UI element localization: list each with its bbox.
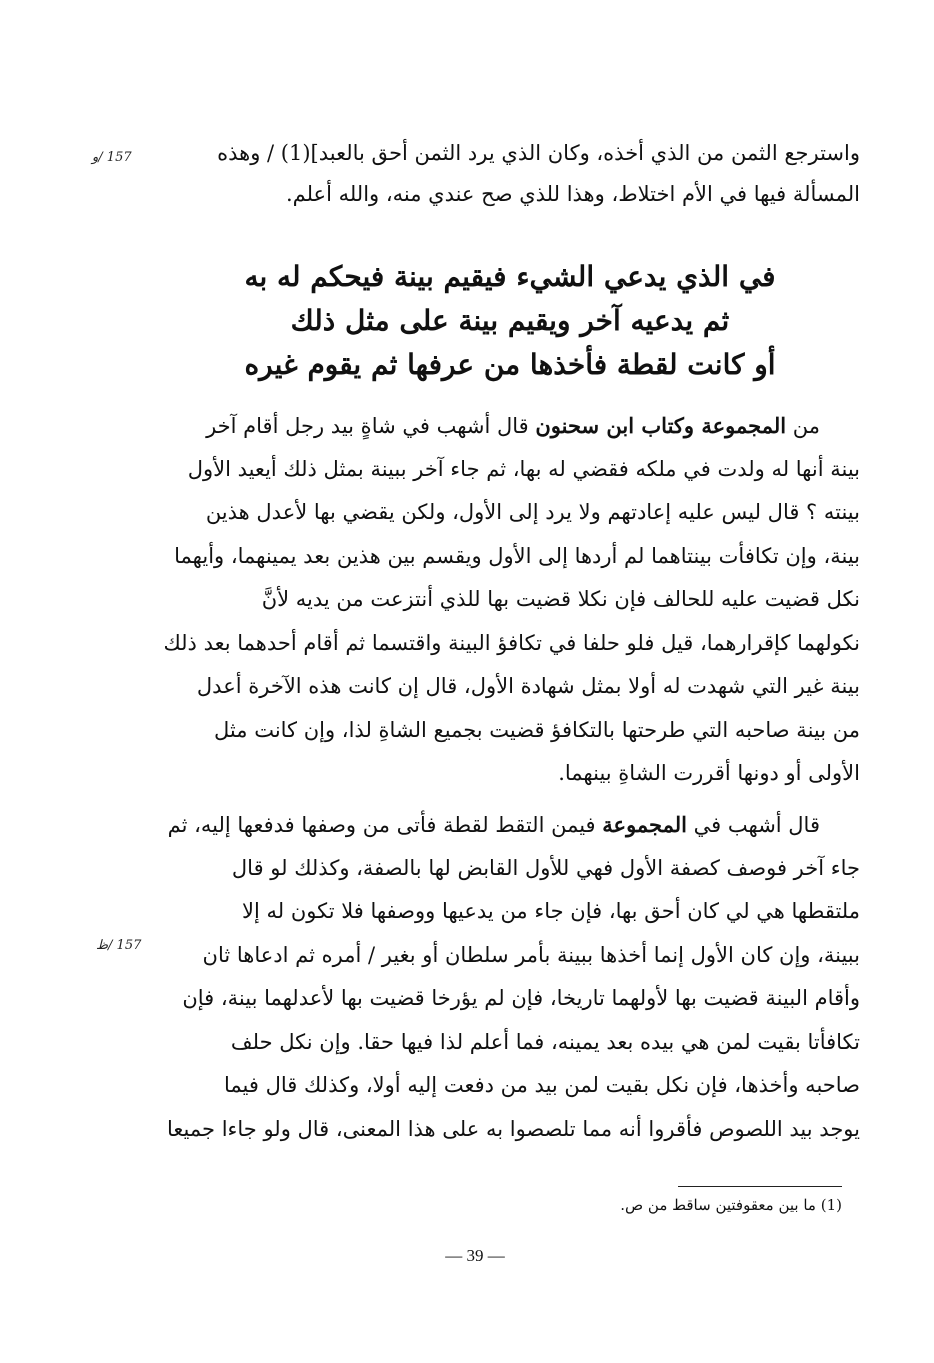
paragraph-line: نكل قضيت عليه للحالف فإن نكلا قضيت بها للذي أنتزعت من يديه لأنَّ [261, 587, 860, 611]
heading-line: في الذي يدعي الشيء فيقيم بينة فيحكم له به [244, 260, 776, 293]
paragraph-text: قال أشهب في شاةٍ بيد رجل أقام آخر [206, 414, 536, 438]
source-reference: المجموعة وكتاب ابن سحنون [535, 413, 787, 438]
section-heading [160, 255, 860, 387]
heading-line: ثم يدعيه آخر ويقيم بينة على مثل ذلك [290, 304, 730, 337]
paragraph-line: بينته ؟ قال ليس عليه إعادتهم ولا يرد إلى الأول، ولكن يقضي بها لأعدل هذين [205, 500, 860, 524]
paragraph-line: وأقام البينة قضيت بها لأولهما تاريخا، فإن لم يؤرخا قضيت بها لأعدلهما بينة، فإن [182, 986, 860, 1010]
margin-folio-note-verso: 157 /ظ [96, 938, 142, 953]
intro-paragraph [160, 133, 860, 215]
paragraph-line: من بينة صاحبه التي طرحتها بالتكافؤ قضيت بجميع الشاةِ لذا، وإن كانت مثل [214, 717, 860, 742]
margin-folio-note-recto: 157 /و [92, 150, 132, 165]
paragraph-line: صاحبه وأخذها، فإن نكل بقيت لمن بيد من دفعت إليه أولا، وكذلك قال فيما [224, 1073, 860, 1097]
footnote-divider [678, 1186, 842, 1187]
footnote [460, 1196, 842, 1214]
paragraph-first-line [160, 803, 860, 847]
paragraph-line: جاء آخر فوصف كصفة الأول فهي للأول القابض لها بالصفة، وكذلك لو قال [231, 855, 860, 880]
intro-line: واسترجع الثمن من الذي أخذه، وكان الذي يرد الثمن أحق بالعبد](1) / وهذه [217, 141, 860, 165]
footnote-marker: (1) [820, 1196, 842, 1214]
paragraph-first-line [160, 404, 860, 448]
paragraph-2 [160, 803, 860, 1151]
footnote-text: ما بين معقوفتين ساقط من ص. [620, 1196, 816, 1214]
page-number: — 39 — [445, 1246, 505, 1265]
paragraph-line: ملتقطها هي لي كان أحق بها، فإن جاء من يدعيها ووصفها فلا تكون له إلا [242, 899, 860, 923]
paragraph-line: بينة غير التي شهدت له أولا بمثل شهادة الأول، قال إن كانت هذه الآخرة أعدل [196, 674, 860, 698]
paragraph-line: بينة، وإن تكافأت بينتاهما لم أردها إلى الأول ويقسم بين هذين بعد يمينهما، وأيهما [174, 543, 860, 568]
intro-line: المسألة فيها في الأم اختلاط، وهذا للذي صح عندي منه، والله أعلم. [285, 182, 860, 206]
heading-line: أو كانت لقطة فأخذها من عرفها ثم يقوم غيره [244, 348, 776, 381]
paragraph-line: يوجد بيد اللصوص فأقروا أنه مما تلصصوا به على هذا المعنى، قال ولو جاءا جميعا [167, 1116, 860, 1141]
source-reference: المجموعة [602, 812, 687, 837]
paragraph-text: من [786, 414, 820, 438]
paragraph-text: قال أشهب في [687, 813, 820, 837]
paragraph-line: نكولهما كإقرارهما، قيل فلو حلفا في تكافؤ البينة واقتسما ثم أقام أحدهما بعد ذلك [163, 630, 860, 655]
paragraph-line: بينة أنها له ولدت في ملكه فقضي له بها، ثم جاء آخر ببينة بمثل ذلك أيعيد الأول [187, 456, 860, 481]
paragraph-line: الأولى أو دونها أقررت الشاةِ بينهما. [558, 761, 860, 785]
paragraph-line: ببينة، وإن كان الأول إنما أخذها ببينة بأمر سلطان أو بغير / أمره ثم ادعاها ثان [202, 942, 860, 967]
paragraph-text: فيمن التقط لقطة فأتى من وصفها فدفعها إليه، ثم [167, 813, 603, 837]
paragraph-line: تكافأتا بقيت لمن هي بيده بعد يمينه، فما أعلم لذا فيها حقا. وإن نكل حلف [230, 1029, 860, 1054]
paragraph-1 [160, 404, 860, 796]
